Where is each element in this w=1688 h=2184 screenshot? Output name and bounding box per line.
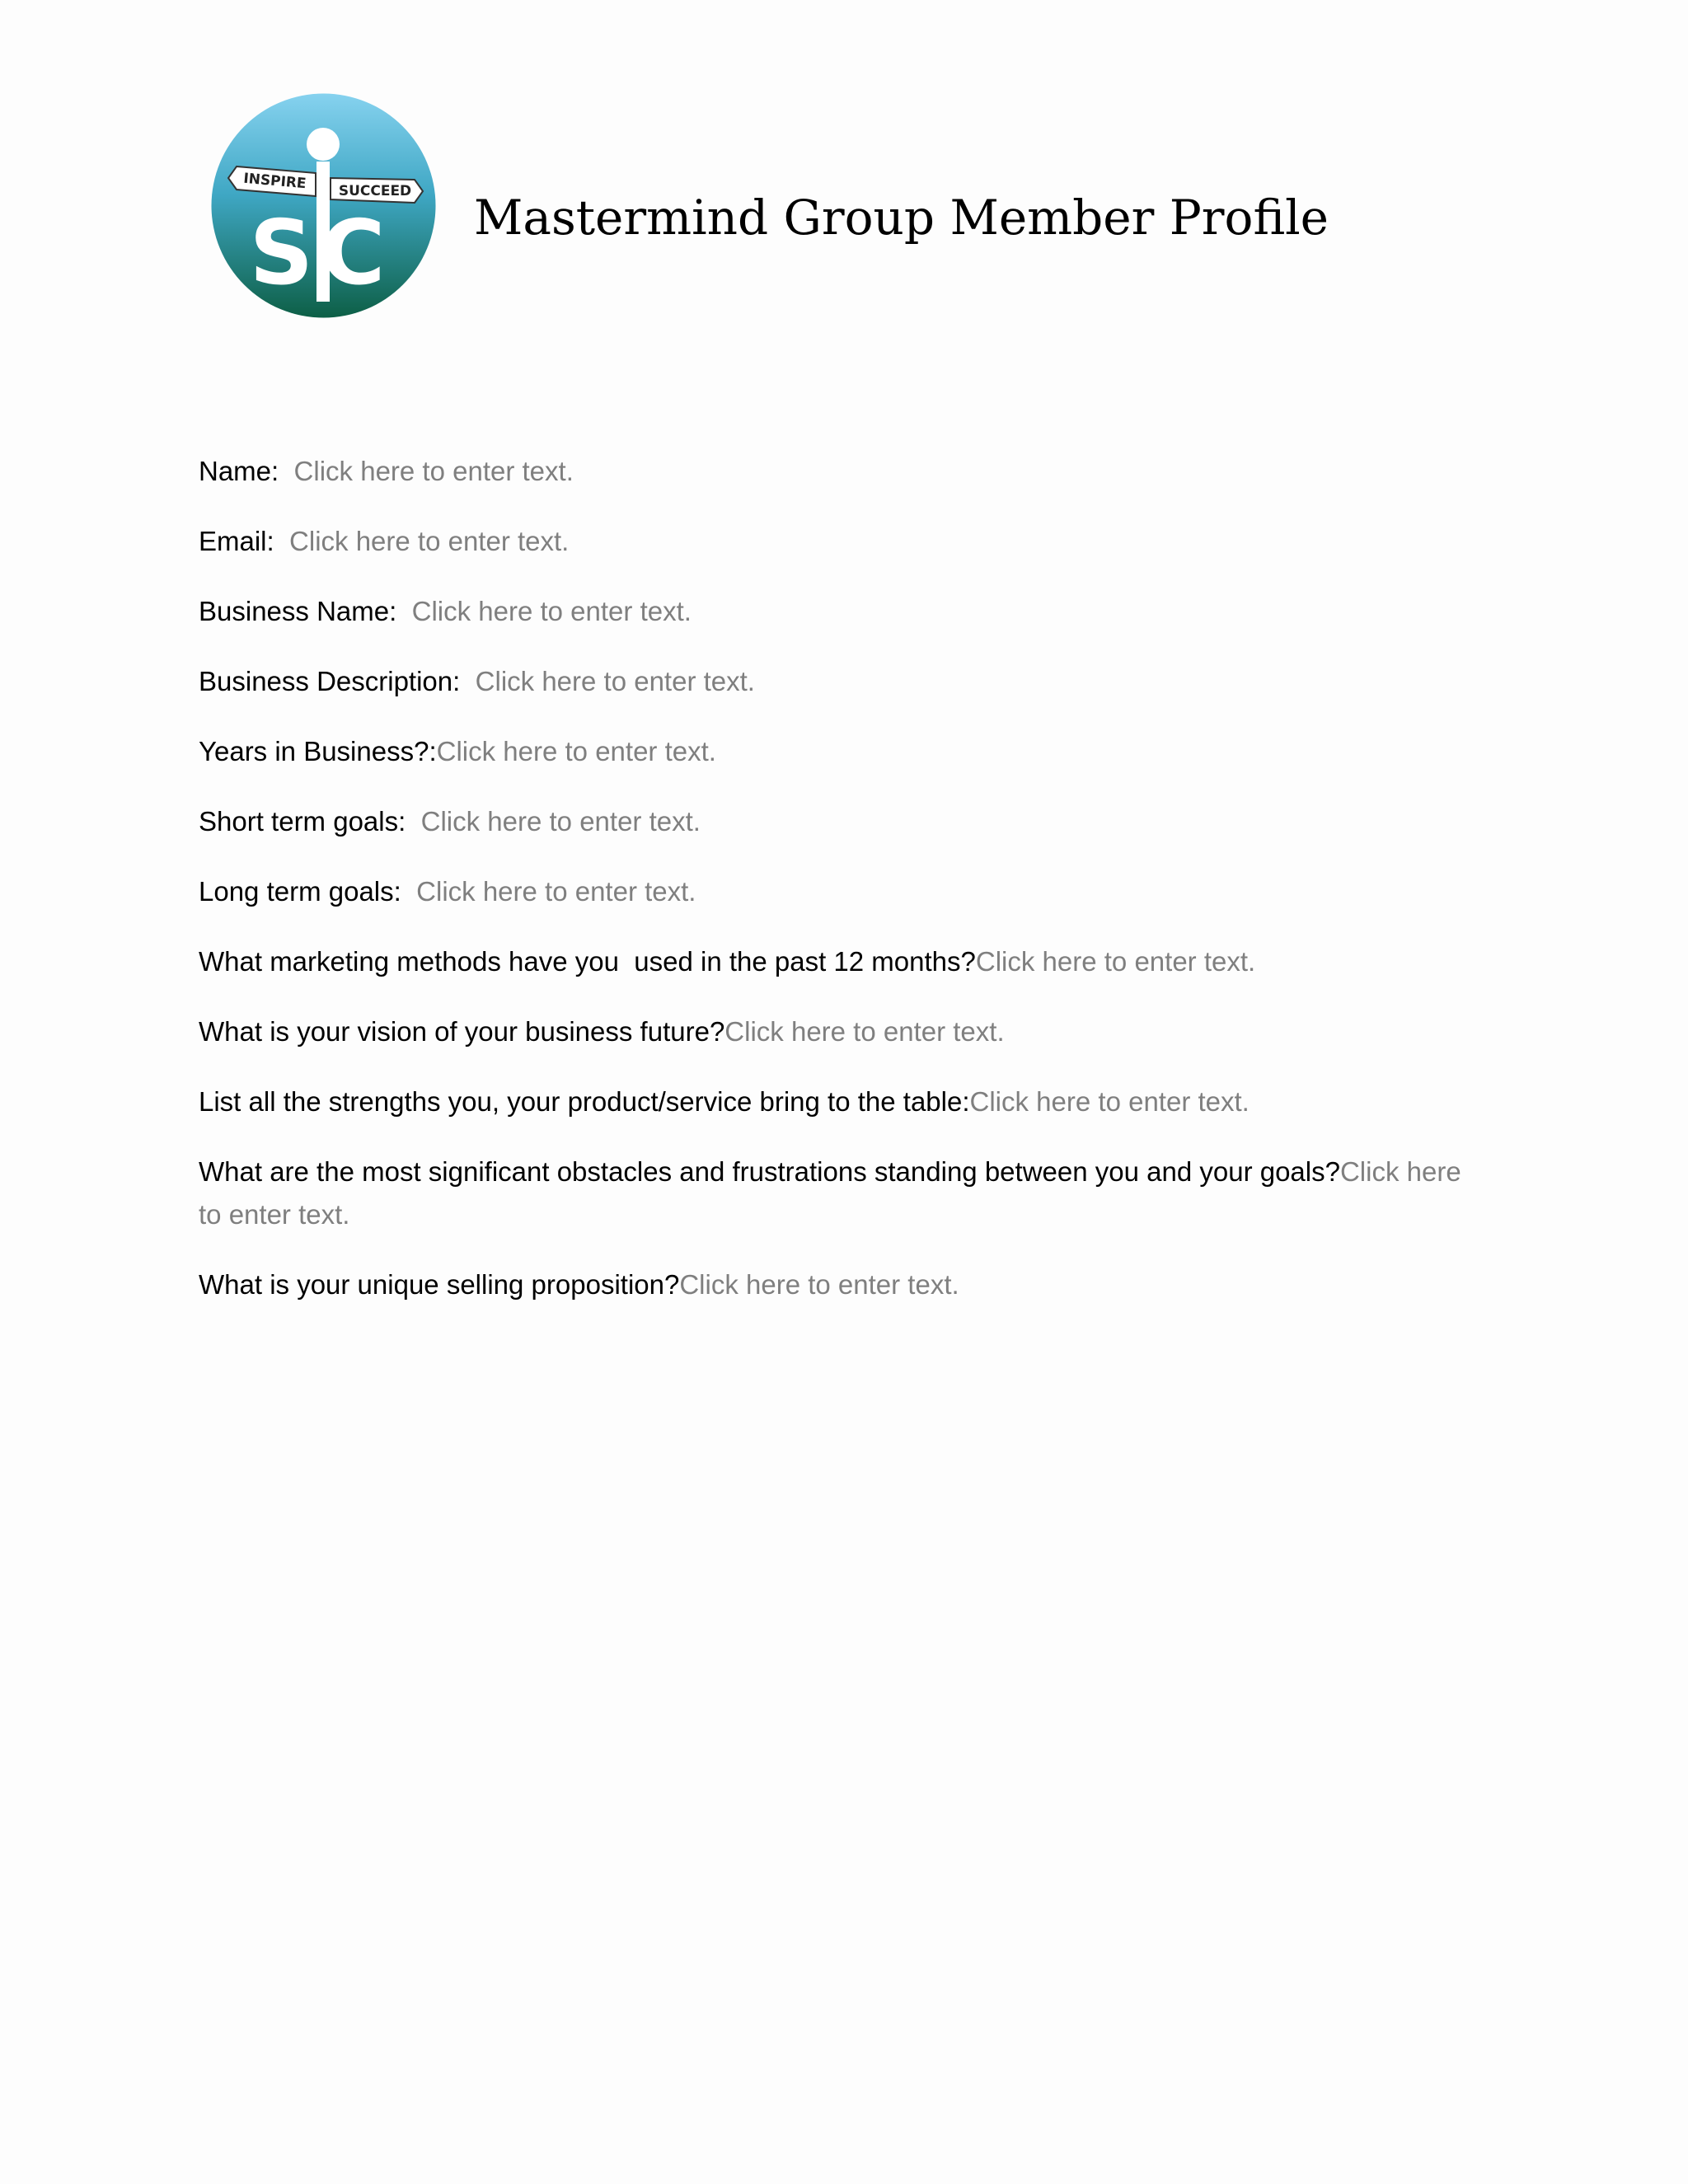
field-label: What is your vision of your business future? xyxy=(199,1016,725,1047)
field-label: What is your unique selling proposition? xyxy=(199,1269,680,1300)
field-business-description xyxy=(199,660,1484,703)
field-label: Business Description: xyxy=(199,666,461,696)
marketing-methods-input[interactable]: Click here to enter text. xyxy=(975,946,1256,977)
field-label: Business Name: xyxy=(199,596,397,626)
name-input[interactable]: Click here to enter text. xyxy=(293,456,574,486)
field-label: Short term goals: xyxy=(199,806,406,837)
field-name xyxy=(199,450,1484,493)
logo-letters: SC xyxy=(249,202,392,305)
logo-sign-right-text: SUCCEED xyxy=(338,183,412,199)
short-term-goals-input[interactable]: Click here to enter text. xyxy=(420,806,701,837)
business-name-input[interactable]: Click here to enter text. xyxy=(411,596,692,626)
field-business-vision xyxy=(199,1010,1484,1053)
profile-form xyxy=(199,450,1484,1333)
field-years-in-business xyxy=(199,730,1484,773)
field-label: Long term goals: xyxy=(199,876,401,907)
field-business-name xyxy=(199,590,1484,633)
long-term-goals-input[interactable]: Click here to enter text. xyxy=(416,876,696,907)
field-label: Name: xyxy=(199,456,279,486)
inspire-succeed-logo xyxy=(210,92,437,319)
field-email xyxy=(199,520,1484,563)
field-long-term-goals xyxy=(199,870,1484,913)
field-label: List all the strengths you, your product/service bring to the table: xyxy=(199,1086,970,1117)
field-label: Years in Business?: xyxy=(199,736,437,766)
obstacles-input[interactable]: Click here to enter text. xyxy=(199,1156,1461,1230)
field-label: Email: xyxy=(199,526,274,556)
unique-selling-proposition-input[interactable]: Click here to enter text. xyxy=(679,1269,959,1300)
field-label: What marketing methods have you used in the past 12 months? xyxy=(199,946,976,977)
page-title: Mastermind Group Member Profile xyxy=(474,190,1329,246)
strengths-input[interactable]: Click here to enter text. xyxy=(969,1086,1250,1117)
email-input[interactable]: Click here to enter text. xyxy=(289,526,570,556)
logo-sign-left-text: INSPIRE xyxy=(242,170,307,193)
years-in-business-input[interactable]: Click here to enter text. xyxy=(436,736,716,766)
field-label: What are the most significant obstacles and frustrations standing between you and your goals? xyxy=(199,1156,1340,1187)
field-unique-selling-proposition xyxy=(199,1263,1484,1306)
field-short-term-goals xyxy=(199,800,1484,843)
header xyxy=(210,92,1611,323)
field-strengths xyxy=(199,1080,1484,1123)
logo-figure-head xyxy=(307,128,340,161)
field-obstacles xyxy=(199,1151,1484,1236)
business-description-input[interactable]: Click here to enter text. xyxy=(475,666,755,696)
field-marketing-methods xyxy=(199,940,1484,983)
business-vision-input[interactable]: Click here to enter text. xyxy=(724,1016,1005,1047)
